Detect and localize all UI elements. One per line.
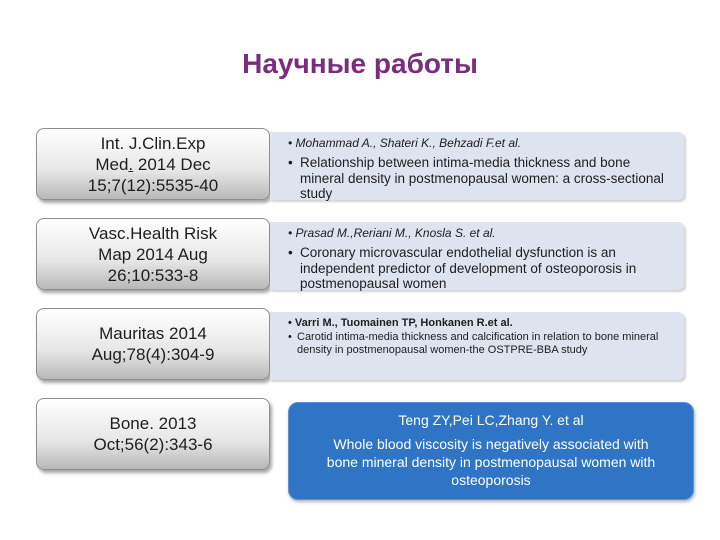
journal-citation-1 [36,128,270,200]
journal-citation-4-text: Bone. 2013 Oct;56(2):343-6 [93,414,213,454]
bullet: • [288,331,292,343]
bullet: • [288,226,293,240]
study-authors-3: Varri M., Tuomainen TP, Honkanen R.et al. [294,317,513,329]
journal-citation-2 [36,218,270,290]
slide-title: Научные работы [242,48,478,79]
study-finding-4: Whole blood viscosity is negatively associated with bone mineral density in postmenopausal women with osteoporosis [326,436,656,488]
bullet: • [288,155,293,170]
journal-citation-4 [36,398,270,470]
bullet: • [288,317,292,329]
journal-citation-1-link[interactable]: . [128,154,134,174]
bullet: • [288,245,293,260]
study-detail-3 [270,312,684,380]
study-finding-2: Coronary microvascular endothelial dysfunction is an independent predictor of development of osteoporosis in postmenopausal women [300,245,637,291]
study-authors-2: Prasad M.,Reriani M., Knosla S. et al. [295,226,496,240]
journal-citation-3-text: Mauritas 2014 Aug;78(4):304-9 [91,324,215,364]
bullet: • [288,136,293,150]
study-detail-1 [270,132,684,200]
study-authors-1: Mohammad A., Shateri K., Behzadi F.et al. [295,136,521,150]
study-finding-1: Relationship between intima-media thickness and bone mineral density in postmenopausal women: a cross-sectional study [300,155,664,201]
study-authors-4: Teng ZY,Pei LC,Zhang Y. et al [398,412,584,428]
study-detail-4 [288,402,694,500]
study-detail-2 [270,222,684,290]
journal-citation-1-part-b: 2014 Dec 15;7(12):5535-40 [87,154,219,195]
journal-citation-3 [36,308,270,380]
journal-citation-1-part-a: Int. J.Clin.Exp Med [95,133,206,174]
journal-citation-2-text: Vasc.Health Risk Map 2014 Aug 26;10:533-8 [88,223,218,285]
study-finding-3: Carotid intima-media thickness and calcification in relation to bone mineral density in postmenopausal women-the OSTPRE-BBA study [297,331,659,356]
